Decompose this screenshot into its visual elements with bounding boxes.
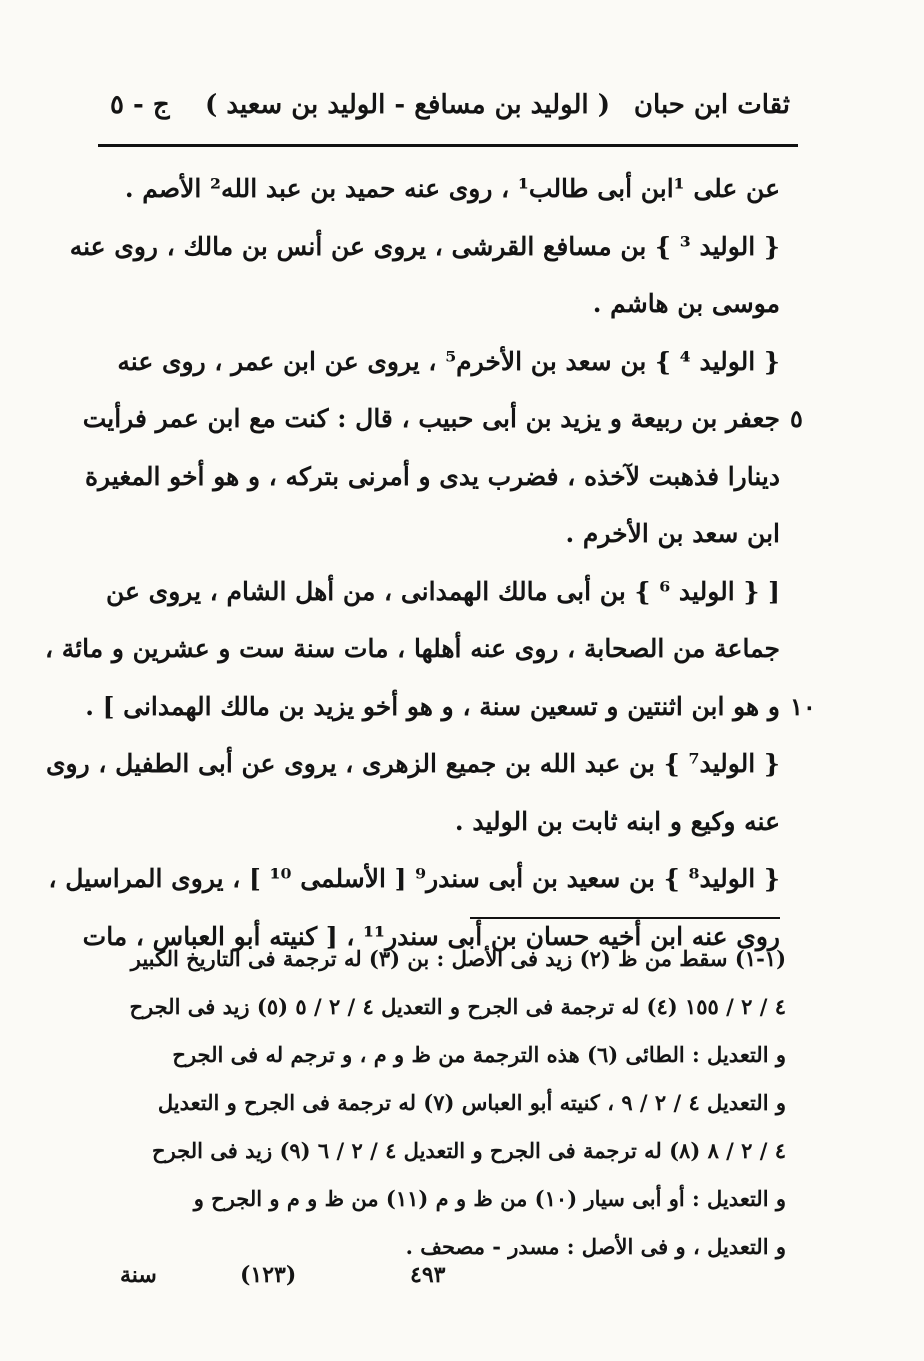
book-title: ثقات ابن حبان: [633, 90, 790, 120]
footnote-line: و التعديل ٤ / ٢ / ٩ ، كنيته أبو العباس (٧) له ترجمة فى الجرح و التعديل: [157, 1090, 786, 1115]
volume-number: ج - ٥: [110, 90, 170, 120]
footnote-line: ٤ / ٢ / ١٥٥ (٤) له ترجمة فى الجرح و التعديل ٤ / ٢ / ٥ (٥) زيد فى الجرح: [129, 994, 786, 1019]
text-line: روى عنه ابن أخيه حسان بن أبى سندر¹¹ ، [ كنيته أبو العباس ، مات: [82, 921, 780, 951]
main-text: [45, 160, 780, 965]
footnote-line: (١-١) سقط من ظ (٢) زيد فى الأصل : بن (٣) له ترجمة فى التاريخ الكبير: [130, 946, 786, 971]
footnote-rule: [470, 917, 780, 919]
text-line: [ { الوليد ⁶ } بن أبى مالك الهمدانى ، من أهل الشام ، يروى عن: [105, 576, 780, 606]
page-footer: [120, 1262, 680, 1302]
line-number: ١٠: [790, 691, 816, 721]
footnote-line: و التعديل ، و فى الأصل : مسدر - مصحف .: [405, 1234, 786, 1259]
line-number: ٥: [790, 404, 803, 433]
text-line: عن على ¹ابن أبى طالب¹ ، روى عنه حميد بن عبد الله² الأصم .: [124, 174, 780, 203]
text-line: { الوليد ⁴ } بن سعد بن الأخرم⁵ ، يروى عن ابن عمر ، روى عنه: [117, 346, 780, 376]
text-line: جماعة من الصحابة ، روى عنه أهلها ، مات سنة ست و عشرين و مائة ،: [45, 634, 780, 663]
text-line: عنه وكيع و ابنه ثابت بن الوليد .: [454, 806, 780, 836]
text-line: دينارا فذهبت لآخذه ، فضرب يدى و أمرنى بتركه ، و هو أخو المغيرة: [84, 461, 780, 491]
text-line: { الوليد ³ } بن مسافع القرشى ، يروى عن أنس بن مالك ، روى عنه: [69, 231, 780, 261]
footnotes: [116, 935, 786, 1271]
text-line: { الوليد⁸ } بن سعيد بن أبى سندر⁹ [ الأسلمى ¹⁰ ] ، يروى المراسيل ،: [48, 864, 780, 893]
footnote-line: ٤ / ٢ / ٨ (٨) له ترجمة فى الجرح و التعديل ٤ / ٢ / ٦ (٩) زيد فى الجرح: [152, 1138, 786, 1163]
header-rule: [98, 144, 798, 147]
footnote-line: و التعديل : الطائى (٦) هذه الترجمة من ظ و م ، و ترجم له فى الجرح: [172, 1042, 786, 1067]
hijri-number: (١٢٣): [240, 1262, 297, 1288]
year-label: سنة: [120, 1262, 157, 1288]
text-line: جعفر بن ربيعة و يزيد بن أبى حبيب ، قال : كنت مع ابن عمر فرأيت: [82, 404, 780, 433]
text-line: { الوليد⁷ } بن عبد الله بن جميع الزهرى ، يروى عن أبى الطفيل ، روى: [45, 749, 780, 778]
text-line: و هو ابن اثنتين و تسعين سنة ، و هو أخو يزيد بن مالك الهمدانى ] .: [85, 691, 780, 721]
running-header: [110, 86, 790, 136]
text-line: ابن سعد بن الأخرم .: [565, 519, 780, 548]
text-line: موسى بن هاشم .: [592, 289, 780, 318]
section-title: ( الوليد بن مسافع - الوليد بن سعيد ): [205, 90, 610, 120]
footnote-line: و التعديل : أو أبى سيار (١٠) من ظ و م (١١) من ظ و م و الجرح و: [193, 1186, 786, 1211]
signature-number: ٤٩٣: [410, 1262, 446, 1288]
